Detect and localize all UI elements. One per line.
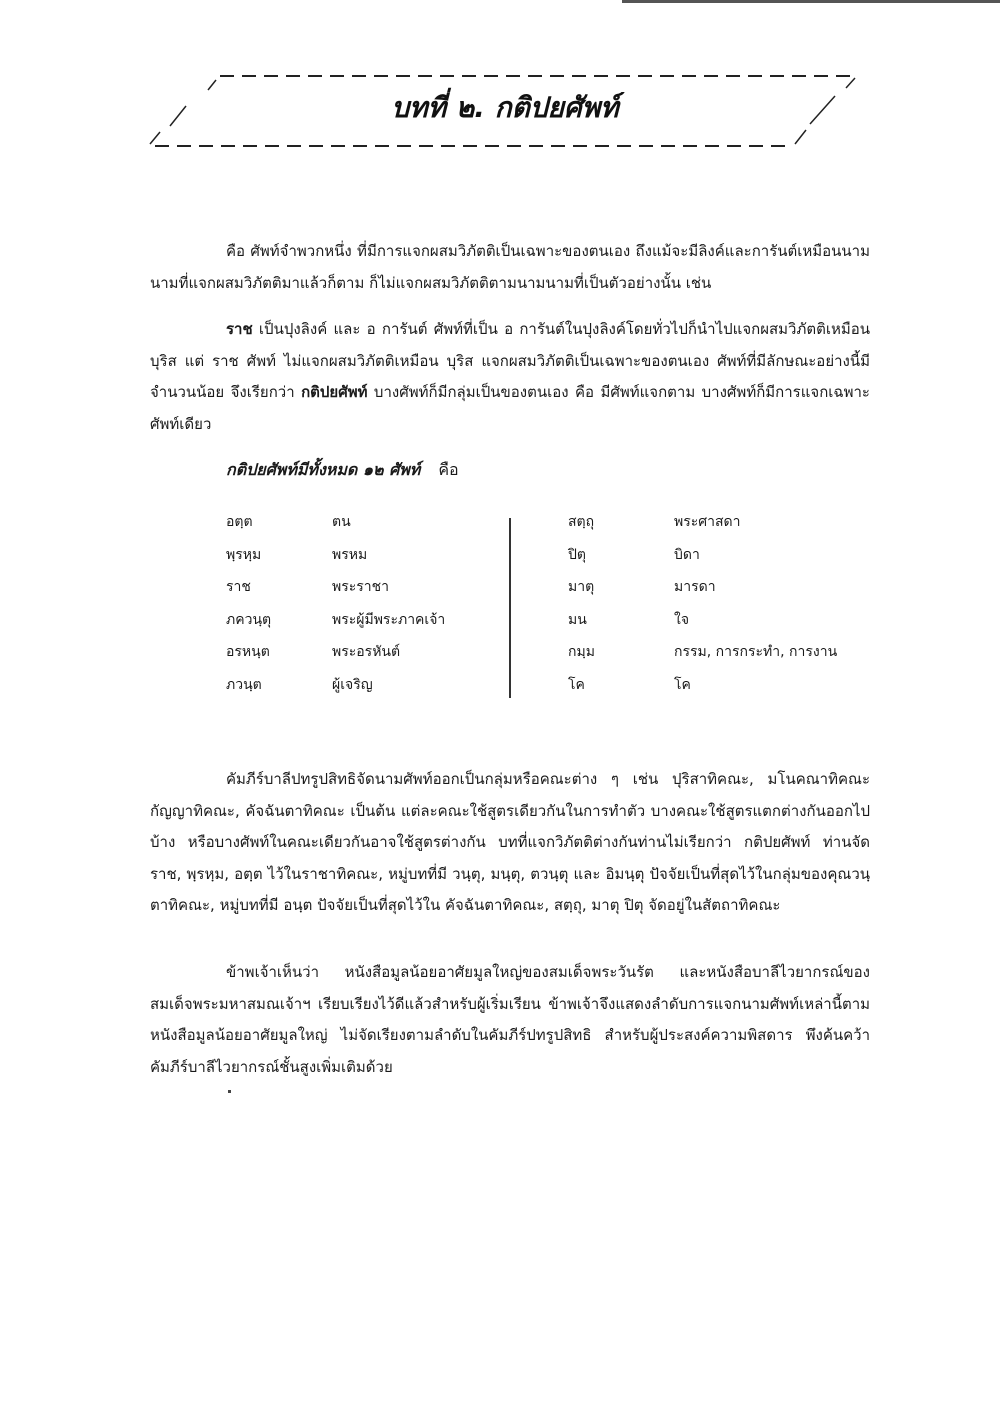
thai-meaning: บิดา xyxy=(674,546,700,563)
pali-word: ราช xyxy=(226,579,251,595)
pali-word: โค xyxy=(568,676,585,693)
list-heading-bold: กติปยศัพท์มีทั้งหมด ๑๒ ศัพท์ xyxy=(226,460,421,479)
pali-word: อตฺต xyxy=(226,514,253,530)
thai-meaning: มารดา xyxy=(674,579,716,595)
thai-meaning: ใจ xyxy=(674,611,690,628)
thai-meaning: พรหม xyxy=(332,546,368,563)
katipaya-term: กติปยศัพท์ xyxy=(301,383,368,401)
list-heading xyxy=(226,458,459,483)
raja-paragraph xyxy=(150,314,870,440)
raja-text-a: เป็นปุงลิงค์ และ อ การันต์ ศัพท์ที่เป็น อ การันต์ในปุงลิงค์โดยทั่วไปก็นำไปแจกผสมวิภัตติเหมือน บุริส แต่ ราช ศัพท์ ไม่แจกผสมวิภัตติเหมือน บุริส แจกผสมวิภัตติเป็นเฉพาะของตนเอง ศัพท์ที่มีลักษณะอย่างนี้มีจำนวนน้อย จึงเรียกว่า xyxy=(150,320,870,401)
vocab-divider xyxy=(509,518,511,698)
pali-word: ภควนฺตุ xyxy=(226,611,272,628)
list-heading-tail: คือ xyxy=(438,460,459,479)
thai-meaning: พระผู้มีพระภาคเจ้า xyxy=(332,611,446,628)
thai-meaning: ผู้เจริญ xyxy=(332,676,373,693)
thai-meaning: ตน xyxy=(332,514,351,530)
pali-word: มาตุ xyxy=(568,579,595,595)
scan-speck xyxy=(228,1090,231,1093)
pali-word: มน xyxy=(568,611,587,628)
vocab-table xyxy=(226,506,866,702)
padarupasiddhi-paragraph: คัมภีร์บาลีปทรูปสิทธิจัดนามศัพท์ออกเป็นกลุ่มหรือคณะต่าง ๆ เช่น ปุริสาทิคณะ, มโนคณาทิคณะ กัญญาทิคณะ, คัจฉันตาทิคณะ เป็นต้น แต่ละคณะใช้สูตรเดียวกันในการทำตัว บางคณะใช้สูตรแตกต่างกันออกไปบ้าง หรือบางศัพท์ในคณะเดียวกันอาจใช้สูตรต่างกัน บทที่แจกวิภัตติต่างกันท่านไม่เรียกว่า กติปยศัพท์ ท่านจัด ราช, พฺรหฺม, อตฺต ไว้ในราชาทิคณะ, หมู่บทที่มี วนฺตุ, มนฺตุ, ตวนฺตุ และ อิมนฺตุ ปัจจัยเป็นที่สุดไว้ในกลุ่มของคุณวนฺตาทิคณะ, หมู่บทที่มี อนฺต ปัจจัยเป็นที่สุดไว้ใน คัจฉันตาทิคณะ, สตฺถุ, มาตุ ปิตุ จัดอยู่ในสัตถาทิคณะ xyxy=(150,770,870,914)
pali-word: กมฺม xyxy=(568,644,595,660)
chapter-title-frame xyxy=(140,66,870,156)
chapter-title: บทที่ ๒. กติปยศัพท์ xyxy=(391,91,619,124)
thai-meaning: โค xyxy=(674,676,691,693)
pali-word: ปิตุ xyxy=(568,546,586,563)
raja-term: ราช xyxy=(226,320,253,338)
thai-meaning: พระราชา xyxy=(332,579,390,595)
top-edge-rule xyxy=(622,0,1000,3)
thai-meaning: พระอรหันต์ xyxy=(332,644,401,660)
pali-word: พฺรหฺม xyxy=(226,546,262,563)
intro-paragraph: คือ ศัพท์จำพวกหนึ่ง ที่มีการแจกผสมวิภัตติเป็นเฉพาะของตนเอง ถึงแม้จะมีลิงค์และการันต์เหมือนนามนามที่แจกผสมวิภัตติมาแล้วก็ตาม ก็ไม่แจกผสมวิภัตติตามนามนามที่เป็นตัวอย่างนั้น เช่น xyxy=(150,242,870,292)
pali-word: สตฺถุ xyxy=(568,514,595,530)
pali-word: ภวนฺต xyxy=(226,676,262,693)
pali-word: อรหนฺต xyxy=(226,644,270,660)
thai-meaning: พระศาสดา xyxy=(674,514,741,530)
raja-text-b: บางศัพท์ก็มีกลุ่มเป็นของตนเอง คือ มีศัพท์แจกตาม บางศัพท์ก็มีการแจกเฉพาะศัพท์เดียว xyxy=(150,383,870,433)
thai-meaning: กรรม, การกระทำ, การงาน xyxy=(674,644,838,660)
author-note-paragraph: ข้าพเจ้าเห็นว่า หนังสือมูลน้อยอาศัยมูลใหญ่ของสมเด็จพระวันรัต และหนังสือบาลีไวยากรณ์ของสมเด็จพระมหาสมณเจ้าฯ เรียบเรียงไว้ดีแล้วสำหรับผู้เริ่มเรียน ข้าพเจ้าจึงแสดงลำดับการแจกนามศัพท์เหล่านี้ตามหนังสือมูลน้อยอาศัยมูลใหญ่ ไม่จัดเรียงตามลำดับในคัมภีร์ปทรูปสิทธิ สำหรับผู้ประสงค์ความพิสดาร พึงค้นคว้าคัมภีร์บาลีไวยากรณ์ชั้นสูงเพิ่มเติมด้วย xyxy=(150,963,870,1076)
